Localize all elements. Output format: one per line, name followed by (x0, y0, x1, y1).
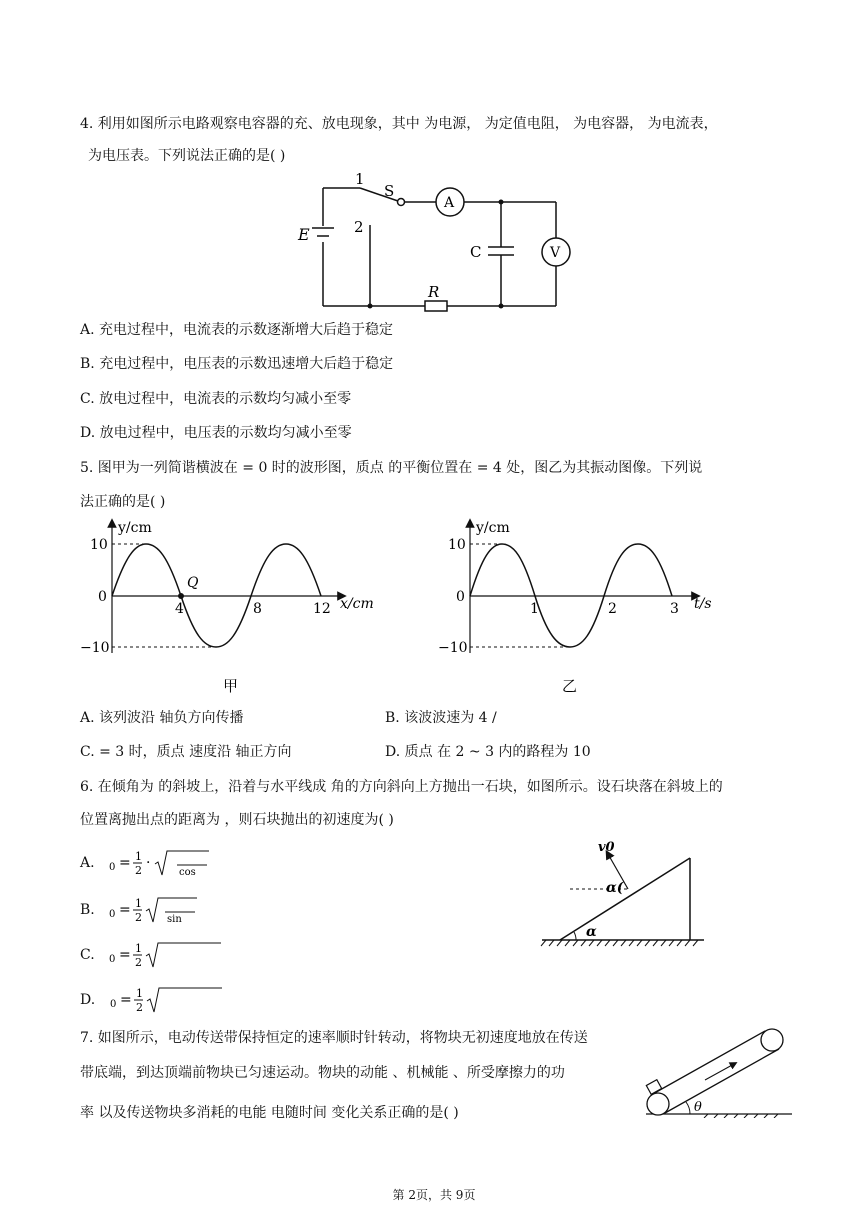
svg-text:=: = (119, 992, 132, 1008)
yi-tick-2: 2 (608, 601, 617, 617)
q6-option-d-formula (100, 985, 230, 1015)
circuit-label-e: E (298, 225, 310, 244)
yi-tick-1: 1 (530, 601, 539, 617)
q6-option-c-sub: 0 (109, 954, 116, 965)
conveyor-theta: θ (694, 1100, 702, 1115)
q6-option-b-formula (99, 895, 229, 925)
q5-option-a: A. 该列波沿 轴负方向传播 (80, 710, 244, 726)
svg-text:=: = (119, 947, 131, 963)
jia-x-label: x/cm (340, 596, 374, 612)
q6-stem-line2: 位置离抛出点的距离为 ，则石块抛出的初速度为( ) (80, 812, 394, 828)
q6-option-b-letter: B. (80, 902, 95, 918)
q6-option-b (80, 895, 229, 925)
svg-text:·: · (146, 855, 151, 871)
jia-tick-10: 10 (90, 537, 108, 553)
jia-y-label: y/cm (118, 520, 152, 536)
yi-tick-0: 0 (456, 589, 465, 605)
q6-option-c (80, 940, 229, 970)
wave-graph-jia (80, 515, 390, 695)
jia-caption: 甲 (223, 677, 239, 695)
q6-option-d-den: 2 (135, 1001, 143, 1014)
q7-stem-line2: 带底端，到达顶端前物块已匀速运动。物块的动能 、机械能 、所受摩擦力的功 (80, 1065, 565, 1081)
conveyor-figure (638, 1020, 796, 1118)
q4-option-d: D. 放电过程中，电压表的示数均匀减小至零 (80, 425, 352, 441)
circuit-label-r: R (428, 283, 440, 301)
q6-option-a (80, 848, 229, 878)
q6-option-a-formula (99, 848, 229, 878)
slope-v0: v0 (598, 840, 615, 855)
q6-option-c-formula (99, 940, 229, 970)
yi-y-label: y/cm (476, 520, 510, 536)
svg-text:=: = (119, 855, 131, 871)
q5-option-d: D. 质点 在 2 ~ 3 内的路程为 10 (385, 744, 591, 760)
jia-point-q: Q (187, 575, 199, 591)
q6-option-b-num: 1 (135, 897, 143, 910)
slope-alpha-bottom: α (586, 924, 597, 940)
q5-stem-line2: 法正确的是( ) (80, 494, 166, 510)
jia-tick-8: 8 (253, 601, 262, 617)
q6-stem-line1: 6. 在倾角为 的斜坡上，沿着与水平线成 角的方向斜向上方抛出一石块，如图所示。设石块落在斜坡上的 (80, 779, 723, 795)
q4-stem-line2: 为电压表。下列说法正确的是( ) (88, 148, 286, 164)
yi-tick-minus-10: −10 (438, 640, 468, 656)
q7-stem-line1: 7. 如图所示，电动传送带保持恒定的速率顺时针转动，将物块无初速度地放在传送 (80, 1030, 588, 1046)
q5-option-b: B. 该波波速为 4 / (385, 710, 497, 726)
yi-x-label: t/s (694, 596, 712, 612)
vibration-graph-yi (438, 515, 738, 695)
yi-tick-3: 3 (670, 601, 679, 617)
circuit-diagram (290, 170, 580, 320)
q6-option-c-den: 2 (135, 956, 143, 969)
q6-option-b-den: 2 (135, 911, 143, 924)
slope-figure (538, 838, 708, 953)
q6-option-d-letter: D. (80, 992, 96, 1008)
q6-option-a-letter: A. (80, 855, 95, 871)
q4-option-c: C. 放电过程中，电流表的示数均匀减小至零 (80, 391, 352, 407)
q7-stem-line3: 率 以及传送物块多消耗的电能 电随时间 变化关系正确的是( ) (80, 1105, 459, 1121)
q6-option-a-den-text: cos (179, 867, 196, 878)
circuit-label-v: V (550, 245, 561, 261)
jia-tick-4: 4 (175, 601, 184, 617)
jia-tick-0: 0 (98, 589, 107, 605)
circuit-label-2: 2 (354, 218, 364, 236)
jia-tick-minus-10: −10 (80, 640, 110, 656)
q6-option-c-letter: C. (80, 947, 95, 963)
jia-tick-12: 12 (313, 601, 331, 617)
q5-stem-line1: 5. 图甲为一列简谐横波在 = 0 时的波形图，质点 的平衡位置在 = 4 处，图乙为其振动图像。下列说 (80, 460, 703, 476)
q6-option-b-sub: 0 (109, 909, 116, 920)
q5-option-c: C. = 3 时，质点 速度沿 轴正方向 (80, 744, 292, 760)
circuit-label-c: C (470, 243, 482, 261)
circuit-label-a: A (444, 195, 455, 211)
q6-option-a-num: 1 (135, 850, 143, 863)
svg-text:=: = (119, 902, 131, 918)
q6-option-c-num: 1 (135, 942, 143, 955)
q6-option-a-sub: 0 (109, 862, 116, 873)
q6-option-a-den: 2 (135, 864, 143, 877)
q6-option-d-num: 1 (135, 987, 143, 1000)
yi-caption: 乙 (562, 677, 578, 695)
circuit-label-s: S (384, 182, 395, 200)
q4-option-b: B. 充电过程中，电压表的示数迅速增大后趋于稳定 (80, 356, 394, 372)
q6-option-d-sub: 0 (109, 999, 117, 1010)
q4-option-a: A. 充电过程中，电流表的示数逐渐增大后趋于稳定 (80, 322, 394, 338)
q6-option-d (80, 985, 230, 1015)
page-footer: 第 2页，共 9页 (392, 1188, 476, 1202)
q4-stem-line1: 4. 利用如图所示电路观察电容器的充、放电现象，其中 为电源， 为定值电阻， 为电容器， 为电流表， (80, 116, 718, 132)
circuit-label-1: 1 (355, 170, 365, 188)
yi-tick-10: 10 (448, 537, 466, 553)
slope-alpha-top: α( (606, 880, 624, 896)
q6-option-b-den-text: sin (167, 914, 182, 925)
